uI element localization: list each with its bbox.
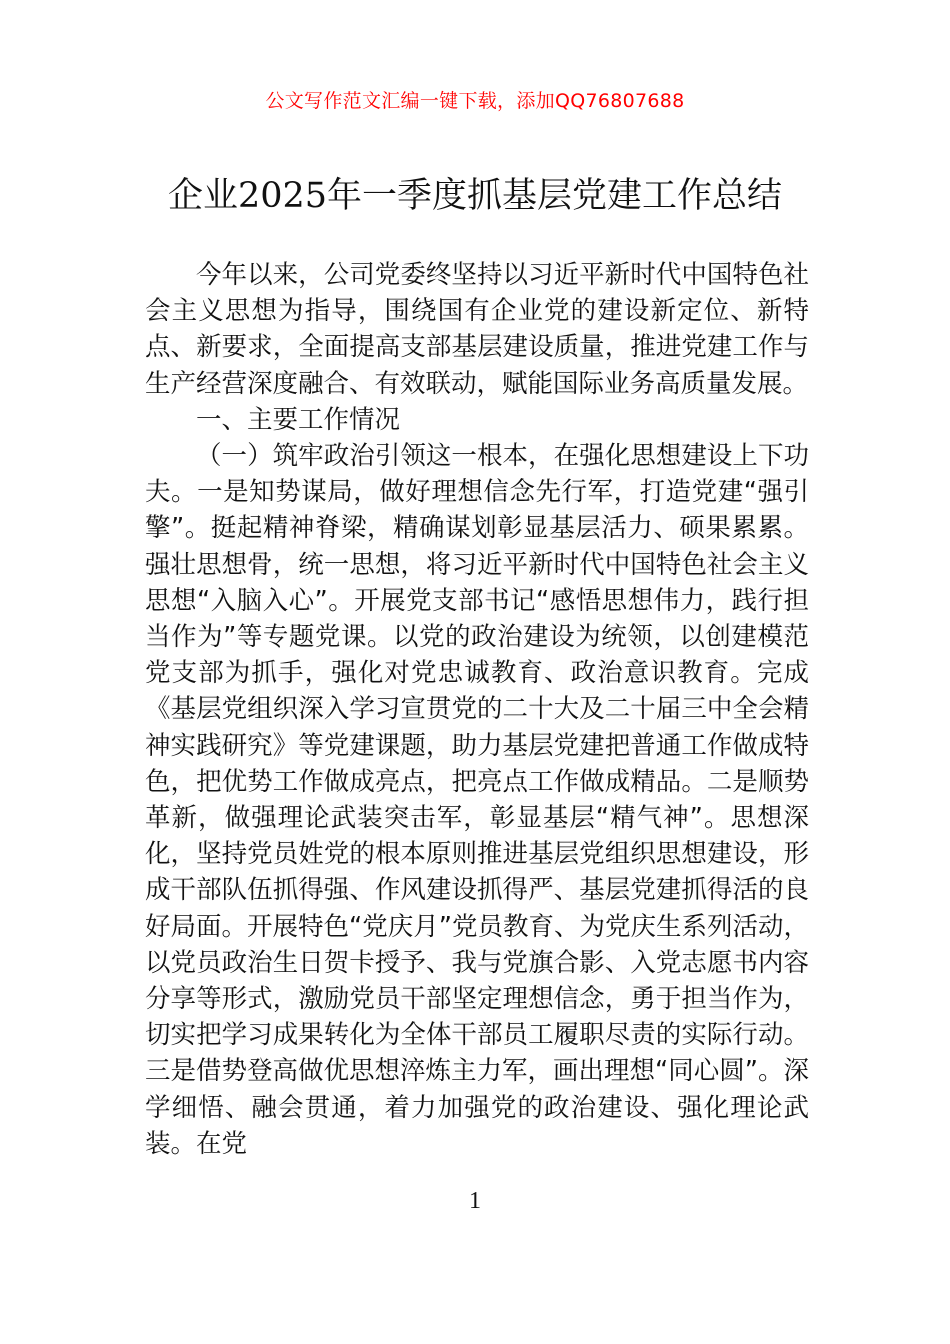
download-notice: 公文写作范文汇编一键下载，添加QQ76807688 xyxy=(265,90,685,112)
section-heading: 一、主要工作情况 xyxy=(196,404,401,435)
page-number: 1 xyxy=(469,1188,481,1214)
section-1-paragraph: （一）筑牢政治引领这一根本，在强化思想建设上下功夫。一是知势谋局，做好理想信念先行军，打造党建“强引擎”。挺起精神脊梁，精确谋划彰显基层活力、硕果累累。强壮思想骨，统一思想，将习近平新时代中国特色社会主义思想“入脑入心”。开展党支部书记“感悟思想伟力，践行担当作为”等专题党课。以党的政治建设为统领，以创建模范党支部为抓手，强化对党忠诚教育、政治意识教育。完成《基层党组织深入学习宣贯党的二十大及二十届三中全会精神实践研究》等党建课题，助力基层党建把普通工作做成特色，把优势工作做成亮点，把亮点工作做成精品。二是顺势革新，做强理论武装突击军，彰显基层“精气神”。思想深化，坚持党员姓党的根本原则推进基层党组织思想建设，形成干部队伍抓得强、作风建设抓得严、基层党建抓得活的良好局面。开展特色“党庆月”党员教育、为党庆生系列活动，以党员政治生日贺卡授予、我与党旗合影、入党志愿书内容分享等形式，激励党员干部坚定理想信念，勇于担当作为，切实把学习成果转化为全体干部员工履职尽责的实际行动。三是借势登高做优思想淬炼主力军，画出理想“同心圆”。深学细悟、融会贯通，着力加强党的政治建设、强化理论武装。在党 xyxy=(145,441,809,1159)
document-body xyxy=(145,257,809,1162)
intro-paragraph: 今年以来，公司党委终坚持以习近平新时代中国特色社会主义思想为指导，围绕国有企业党的建设新定位、新特点、新要求，全面提高支部基层建设质量，推进党建工作与生产经营深度融合、有效联动，赋能国际业务高质量发展。 xyxy=(145,260,809,399)
document-title: 企业2025年一季度抓基层党建工作总结 xyxy=(167,176,783,216)
